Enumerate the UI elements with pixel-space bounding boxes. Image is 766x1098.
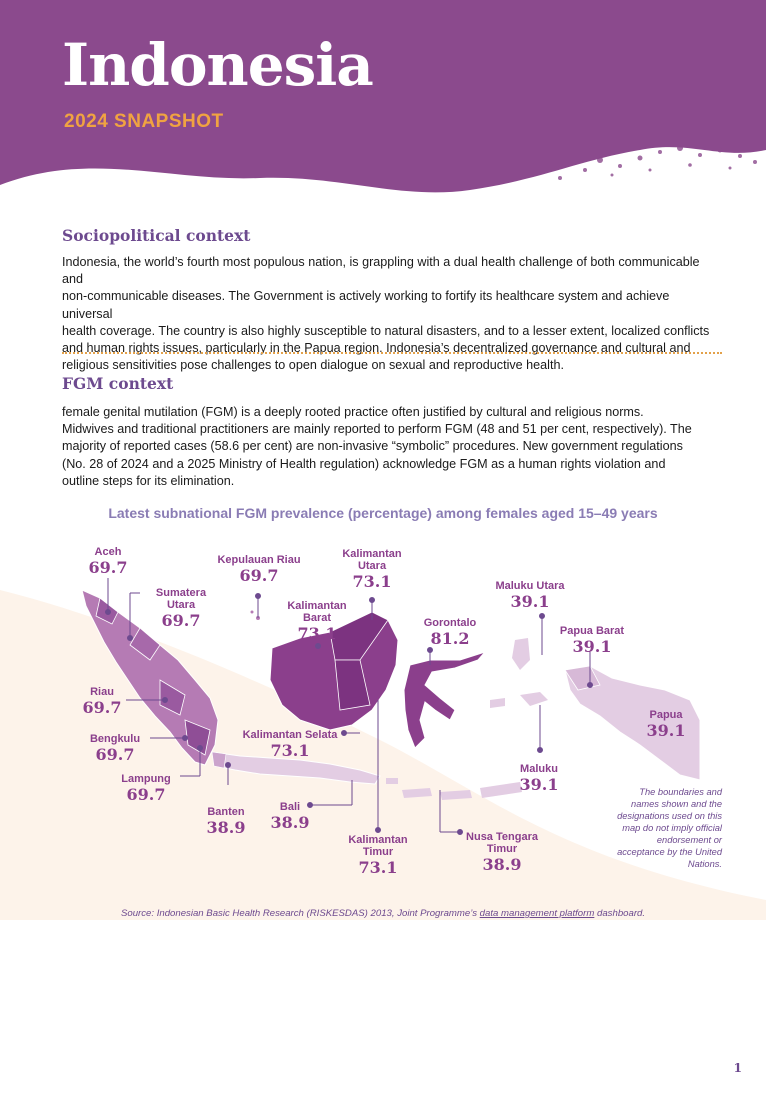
region-label-sumatera-utara xyxy=(146,587,216,630)
region-value: 39.1 xyxy=(510,592,550,611)
region-name: Lampung xyxy=(121,773,171,785)
region-name: Banten xyxy=(207,806,245,818)
region-name: Bali xyxy=(279,801,301,813)
region-label-nusa-tengara-timur xyxy=(462,831,542,874)
region-value: 73.1 xyxy=(358,858,398,877)
region-label-bengkulu xyxy=(84,733,146,764)
region-name: Kalimantan Timur xyxy=(348,834,408,858)
source-text-suffix: dashboard. xyxy=(594,908,646,919)
region-name: Maluku Utara xyxy=(495,580,565,592)
region-value: 69.7 xyxy=(161,611,201,630)
region-value: 73.1 xyxy=(297,624,337,643)
region-value: 69.7 xyxy=(82,698,122,717)
region-name: Gorontalo xyxy=(423,617,477,629)
region-value: 39.1 xyxy=(572,637,612,656)
region-name: Bengkulu xyxy=(89,733,141,745)
region-value: 39.1 xyxy=(519,775,559,794)
data-management-platform-link[interactable]: data management platform xyxy=(479,908,595,919)
region-label-gorontalo xyxy=(418,617,482,648)
region-name: Nusa Tengara Timur xyxy=(466,831,538,855)
page-number: 1 xyxy=(733,1061,742,1075)
region-value: 69.7 xyxy=(126,785,166,804)
text-line: (No. 28 of 2024 and a 2025 Ministry of Health regulation) acknowledge FGM as a human rights violation and xyxy=(62,456,666,471)
region-name: Riau xyxy=(90,686,114,698)
region-label-aceh xyxy=(78,546,138,577)
region-name: Kalimantan Utara xyxy=(342,548,402,572)
region-value: 81.2 xyxy=(430,629,470,648)
region-label-maluku-utara xyxy=(490,580,570,611)
region-name: Papua xyxy=(649,709,683,721)
page-subtitle: 2024 SNAPSHOT xyxy=(64,111,224,132)
region-label-papua xyxy=(640,709,692,740)
text-line: health coverage. The country is also highly susceptible to natural disasters, and to a lesser extent, localized conflicts xyxy=(62,323,710,338)
region-value: 38.9 xyxy=(482,855,522,874)
region-label-kalimantan-barat xyxy=(280,600,354,643)
sulawesi-island xyxy=(404,652,485,748)
region-name: Maluku xyxy=(520,763,558,775)
region-label-maluku xyxy=(514,763,564,794)
sociopolitical-heading: Sociopolitical context xyxy=(62,226,251,245)
source-text: Source: Indonesian Basic Health Research (RISKESDAS) 2013, Joint Programme’s xyxy=(120,908,480,919)
region-label-riau xyxy=(78,686,126,717)
region-value: 69.7 xyxy=(95,745,135,764)
section-divider xyxy=(62,352,722,354)
region-value: 73.1 xyxy=(270,741,310,760)
region-label-bali xyxy=(268,801,312,832)
region-name: Papua Barat xyxy=(559,625,625,637)
region-name: Aceh xyxy=(94,546,122,558)
map-disclaimer: The boundaries and names shown and the designations used on this map do not imply official endorsement or acceptance by the United Nations. xyxy=(617,787,722,869)
text-line: non-communicable diseases. The Government is actively working to fortify its healthcare system and achieve universal xyxy=(62,289,670,321)
region-value: 73.1 xyxy=(352,572,392,591)
region-label-kepulauan-riau xyxy=(214,554,304,585)
fgm-paragraph xyxy=(62,404,722,490)
map-title: Latest subnational FGM prevalence (percentage) among females aged 15–49 years xyxy=(108,505,658,521)
region-value: 69.7 xyxy=(239,566,279,585)
region-value: 38.9 xyxy=(270,813,310,832)
region-value: 38.9 xyxy=(206,818,246,837)
region-value: 69.7 xyxy=(88,558,128,577)
fgm-heading: FGM context xyxy=(62,374,174,393)
text-line: outline steps for its elimination. xyxy=(62,473,235,488)
header-banner xyxy=(0,0,766,215)
region-label-banten xyxy=(202,806,250,837)
text-line: and human rights issues, particularly in the Papua region. Indonesia’s decentralized governance and cultural and xyxy=(62,341,691,356)
region-label-kalimantan-utara xyxy=(333,548,411,591)
region-label-kalimantan-selatan xyxy=(238,729,342,760)
text-line: majority of reported cases (58.6 per cent) are non-invasive “symbolic” procedures. New government regulations xyxy=(62,439,683,454)
text-line: Midwives and traditional practitioners are mainly reported to perform FGM (48 and 51 per cent, respectively). The xyxy=(62,422,692,437)
text-line: female genital mutilation (FGM) is a deeply rooted practice often justified by cultural and religious norms. xyxy=(62,405,644,419)
region-value: 39.1 xyxy=(646,721,686,740)
region-name: Kepulauan Riau xyxy=(217,554,301,566)
text-line: Indonesia, the world’s fourth most populous nation, is grappling with a dual health challenge of both communicable and xyxy=(62,255,700,287)
sociopolitical-paragraph xyxy=(62,254,722,374)
region-name: Kalimantan Barat xyxy=(287,600,347,624)
region-name: Sumatera Utara xyxy=(155,587,207,611)
region-label-kalimantan-timur xyxy=(344,834,412,877)
text-line: religious sensitivities pose challenges to open dialogue on sexual and reproductive health. xyxy=(62,358,564,373)
region-label-papua-barat xyxy=(555,625,629,656)
region-name: Kalimantan Selata xyxy=(242,729,338,741)
source-note xyxy=(0,908,766,919)
region-label-lampung xyxy=(118,773,174,804)
page-title: Indonesia xyxy=(62,31,373,99)
